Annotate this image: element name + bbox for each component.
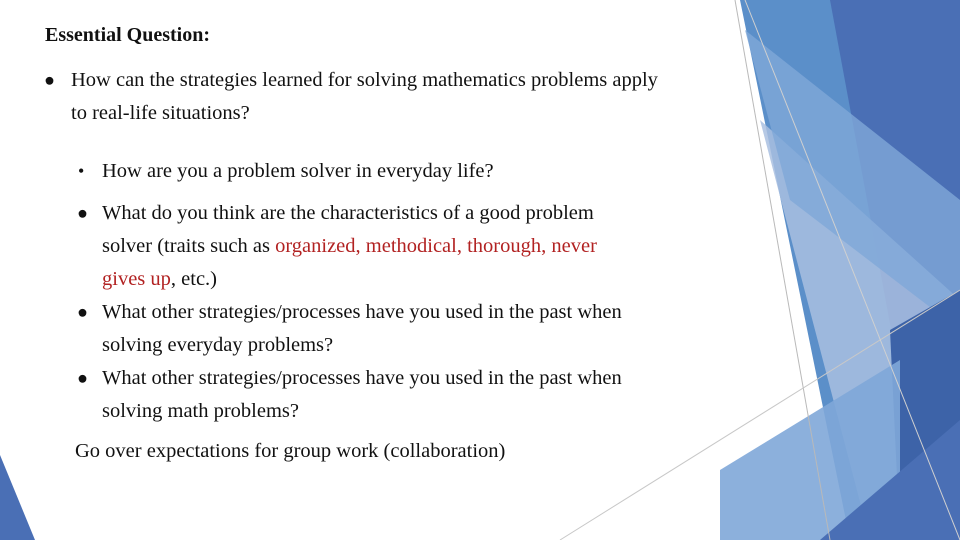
main-question-line1: How can the strategies learned for solving mathematics problems apply	[71, 69, 658, 91]
circle-bullet-icon: ⦁	[78, 302, 87, 322]
circle-bullet-icon: ⦁	[78, 368, 87, 388]
traits-suffix: , etc.)	[170, 268, 218, 290]
circle-bullet-icon: ⦁	[78, 203, 87, 223]
question-everyday-strategies-line2: solving everyday problems?	[102, 334, 334, 356]
slide-title: Essential Question:	[45, 24, 211, 46]
traits-highlight-end: gives up	[102, 268, 171, 290]
traits-prefix: solver (traits such as	[102, 235, 276, 257]
main-question-line2: to real-life situations?	[71, 102, 250, 124]
question-math-strategies-line2: solving math problems?	[102, 400, 300, 422]
question-characteristics-line3	[102, 263, 217, 296]
question-characteristics-line1: What do you think are the characteristics of a good problem	[102, 202, 594, 224]
question-everyday-life: How are you a problem solver in everyday life?	[102, 160, 494, 182]
question-characteristics-line2	[102, 230, 597, 263]
closing-note: Go over expectations for group work (collaboration)	[75, 440, 506, 462]
dot-bullet-icon: •	[78, 161, 85, 181]
traits-highlight: organized, methodical, thorough, never	[275, 235, 597, 257]
question-everyday-strategies-line1: What other strategies/processes have you used in the past when	[102, 301, 622, 323]
circle-bullet-icon: ⦁	[45, 70, 54, 90]
question-math-strategies-line1: What other strategies/processes have you used in the past when	[102, 367, 622, 389]
left-accent-shape	[0, 455, 35, 540]
